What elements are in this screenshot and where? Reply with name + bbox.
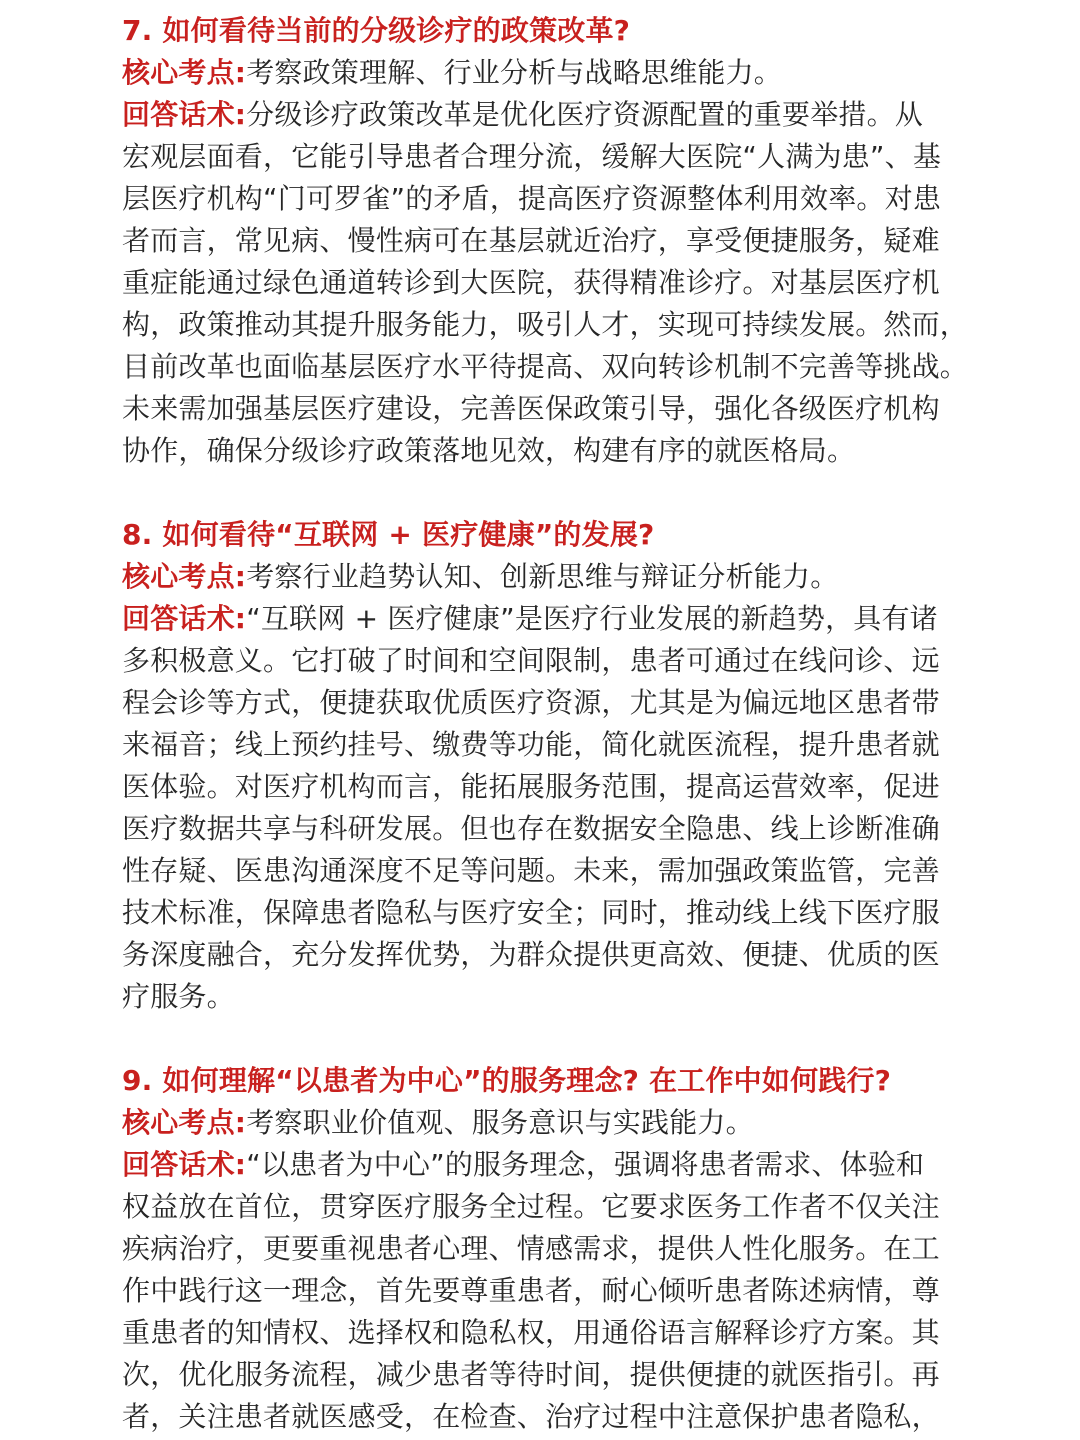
answer-line: 作中践行这一理念，首先要尊重患者，耐心倾听患者陈述病情，尊	[122, 1274, 940, 1307]
focus-label: 核心考点:	[122, 56, 247, 89]
answer-line: 层医疗机构“门可罗雀”的矛盾，提高医疗资源整体利用效率。对患	[122, 182, 942, 215]
answer-text-first: “以患者为中心”的服务理念，强调将患者需求、体验和	[246, 1148, 925, 1181]
answer-line: 疗服务。	[122, 980, 235, 1013]
answer-line: 多积极意义。它打破了时间和空间限制，患者可通过在线问诊、远	[122, 644, 940, 677]
focus-text: 考察职业价值观、服务意识与实践能力。	[246, 1106, 754, 1139]
answer-line: 医疗数据共享与科研发展。但也存在数据安全隐患、线上诊断准确	[122, 812, 940, 845]
answer-line: 程会诊等方式，便捷获取优质医疗资源，尤其是为偏远地区患者带	[122, 686, 940, 719]
answer-line: 未来需加强基层医疗建设，完善医保政策引导，强化各级医疗机构	[122, 392, 940, 425]
question-title: 9. 如何理解“以患者为中心”的服务理念? 在工作中如何践行?	[122, 1064, 892, 1097]
answer-row	[122, 94, 1002, 136]
answer-row	[122, 1144, 1002, 1186]
answer-line: 次，优化服务流程，减少患者等待时间，提供便捷的就医指引。再	[122, 1358, 940, 1391]
focus-label: 核心考点:	[122, 560, 247, 593]
answer-line: 务深度融合，充分发挥优势，为群众提供更高效、便捷、优质的医	[122, 938, 940, 971]
answer-label: 回答话术:	[122, 1148, 247, 1181]
answer-line: 者而言，常见病、慢性病可在基层就近治疗，享受便捷服务，疑难	[122, 224, 940, 257]
question-8-block	[122, 514, 1002, 1018]
question-7-block	[122, 10, 1002, 472]
answer-text-first: 分级诊疗政策改革是优化医疗资源配置的重要举措。从	[246, 98, 924, 131]
answer-line: 权益放在首位，贯穿医疗服务全过程。它要求医务工作者不仅关注	[122, 1190, 940, 1223]
answer-line: 协作，确保分级诊疗政策落地见效，构建有序的就医格局。	[122, 434, 856, 467]
focus-row	[122, 556, 1002, 598]
answer-line: 医体验。对医疗机构而言，能拓展服务范围，提高运营效率，促进	[122, 770, 940, 803]
answer-line: 宏观层面看，它能引导患者合理分流，缓解大医院“人满为患”、基	[122, 140, 942, 173]
question-title: 7. 如何看待当前的分级诊疗的政策改革?	[122, 14, 631, 47]
answer-line: 性存疑、医患沟通深度不足等问题。未来，需加强政策监管，完善	[122, 854, 940, 887]
answer-line: 来福音；线上预约挂号、缴费等功能，简化就医流程，提升患者就	[122, 728, 940, 761]
answer-label: 回答话术:	[122, 98, 247, 131]
focus-text: 考察政策理解、行业分析与战略思维能力。	[246, 56, 783, 89]
answer-row	[122, 598, 1002, 640]
question-9-block	[122, 1060, 1002, 1438]
answer-line: 技术标准，保障患者隐私与医疗安全；同时，推动线上线下医疗服	[122, 896, 940, 929]
answer-line: 目前改革也面临基层医疗水平待提高、双向转诊机制不完善等挑战。	[122, 350, 969, 383]
answer-line: 重患者的知情权、选择权和隐私权，用通俗语言解释诊疗方案。其	[122, 1316, 940, 1349]
answer-label: 回答话术:	[122, 602, 247, 635]
answer-line: 重症能通过绿色通道转诊到大医院，获得精准诊疗。对基层医疗机	[122, 266, 940, 299]
answer-line: 构，政策推动其提升服务能力，吸引人才，实现可持续发展。然而，	[122, 308, 969, 341]
question-title: 8. 如何看待“互联网 + 医疗健康”的发展?	[122, 518, 655, 551]
focus-row	[122, 1102, 1002, 1144]
focus-row	[122, 52, 1002, 94]
focus-text: 考察行业趋势认知、创新思维与辩证分析能力。	[246, 560, 839, 593]
answer-line: 疾病治疗，更要重视患者心理、情感需求，提供人性化服务。在工	[122, 1232, 940, 1265]
answer-line: 者，关注患者就医感受，在检查、治疗过程中注意保护患者隐私，	[122, 1400, 940, 1433]
focus-label: 核心考点:	[122, 1106, 247, 1139]
answer-text-first: “互联网 + 医疗健康”是医疗行业发展的新趋势，具有诸	[246, 602, 938, 635]
